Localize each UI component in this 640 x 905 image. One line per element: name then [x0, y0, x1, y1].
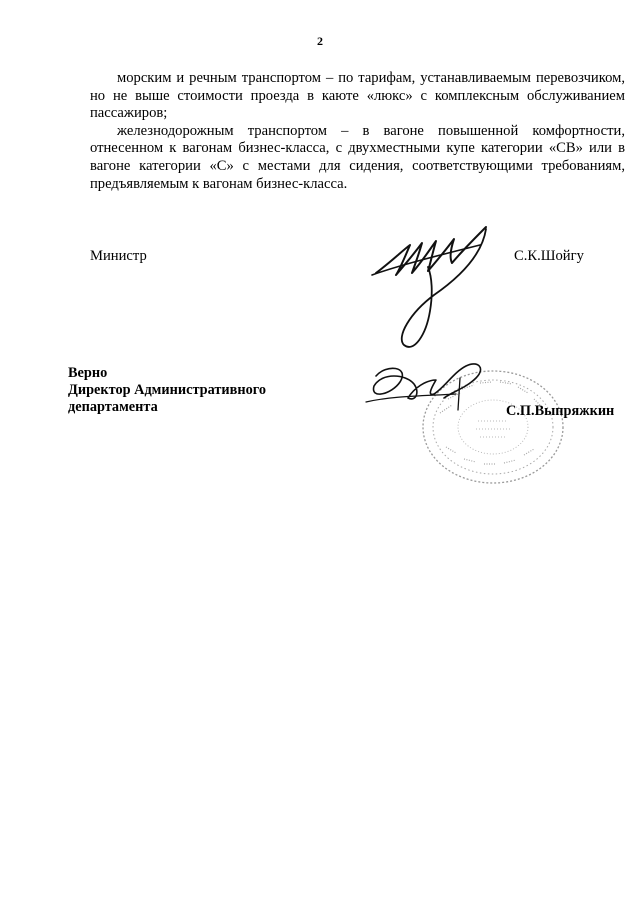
certification-verified-label: Верно — [68, 365, 108, 381]
director-signature — [362, 358, 497, 413]
certification-position-line1: Директор Административного — [68, 382, 267, 398]
document-body — [90, 70, 625, 193]
page-number: 2 — [317, 34, 323, 48]
certification-name: С.П.Выпряжкин — [506, 403, 615, 419]
certification-position-line2: департамента — [68, 399, 158, 415]
paragraph-sea-transport: морским и речным транспортом – по тарифам, устанавливаемым перевозчиком, но не выше стоимости проезда в каюте «люкс» с комплексным обслуживанием пассажиров; — [90, 70, 625, 122]
signer-title: Министр — [90, 248, 147, 264]
signer-name: С.К.Шойгу — [514, 248, 584, 264]
certification-block — [68, 365, 266, 416]
minister-signature — [370, 215, 520, 350]
paragraph-rail-transport: железнодорожным транспортом – в вагоне повышенной комфортности, отнесенном к вагонам бизнес-класса, с двухместными купе категории «СВ» или в вагоне категории «С» с местами для сидения, соответствующими требованиям, предъявляемым к вагонам бизнес-класса. — [90, 122, 625, 192]
